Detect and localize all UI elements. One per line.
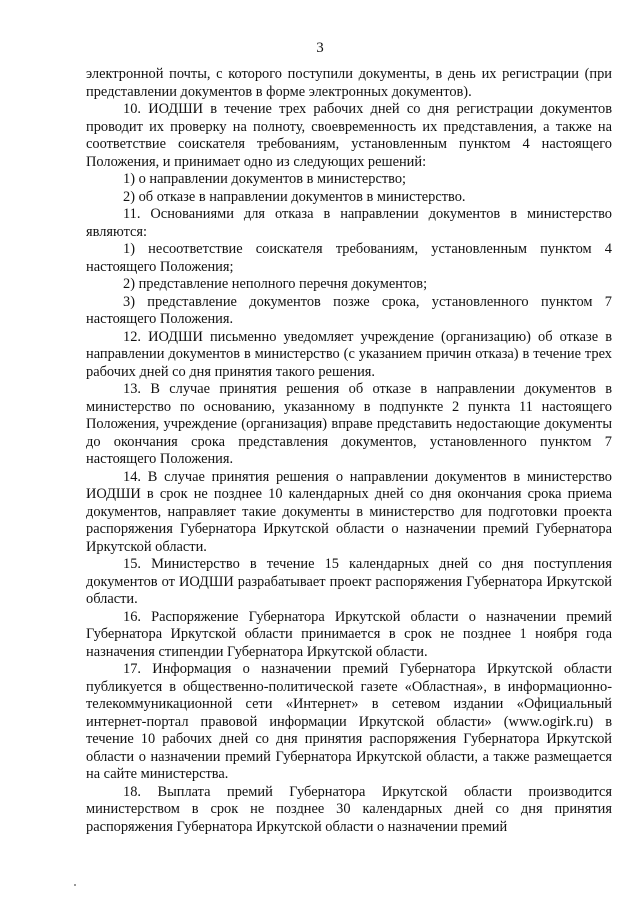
paragraph-11-item-2: 2) представление неполного перечня документов;: [123, 276, 428, 292]
paragraph-10: 10. ИОДШИ в течение трех рабочих дней со дня регистрации документов проводит их проверку на полноту, своевременность их представления, а также на соответствие соискателя требованиям, установленным пунктом 4 настоящего Положения, и принимает одно из следующих решений:: [86, 101, 612, 170]
paragraph-14: 14. В случае принятия решения о направлении документов в министерство ИОДШИ в срок не позднее 10 календарных дней со дня окончания срока приема документов, направляет такие документы в министерство для подготовки проекта распоряжения Губернатора Иркутской области о назначении премий Губернатора Иркутской области.: [86, 468, 612, 555]
paragraph-18: 18. Выплата премий Губернатора Иркутской области производится министерством в срок не позднее 30 календарных дней со дня принятия распоряжения Губернатора Иркутской области о назначении премий: [86, 783, 612, 835]
paragraph-16: 16. Распоряжение Губернатора Иркутской области о назначении премий Губернатора Иркутской области принимается в срок не позднее 1 ноября года назначения стипендии Губернатора Иркутской области.: [86, 608, 612, 660]
paragraph-11: 11. Основаниями для отказа в направлении документов в министерство являются:: [86, 206, 612, 240]
paragraph-10-item-2: 2) об отказе в направлении документов в министерство.: [123, 188, 466, 205]
document-body: [86, 66, 612, 836]
paragraph-13: 13. В случае принятия решения об отказе в направлении документов в министерство по основанию, указанному в подпункте 2 пункта 11 настоящего Положения, учреждение (организация) вправе представить недостающие документы до окончания срока представления документов, установленного пунктом 7 настоящего Положения.: [86, 381, 612, 467]
page-number: 3: [316, 40, 324, 56]
paragraph-12: 12. ИОДШИ письменно уведомляет учреждение (организацию) об отказе в направлении документов в министерство (с указанием причин отказа) в течение трех рабочих дней со дня принятия такого решения.: [86, 328, 612, 380]
paragraph-17: 17. Информация о назначении премий Губернатора Иркутской области публикуется в общественно-политической газете «Областная», в информационно-телекоммуникационной сети «Интернет» в сетевом издании «Официальный интернет-портал правовой информации Иркутской области» (www.ogirk.ru) в течение 10 рабочих дней со дня принятия распоряжения Губернатора Иркутской области о назначении премий Губернатора Иркутской области, а также размещается на сайте министерства.: [86, 661, 612, 782]
paragraph-continuation: электронной почты, с которого поступили документы, в день их регистрации (при представлении документов в форме электронных документов).: [86, 66, 612, 100]
paragraph-11-item-3: 3) представление документов позже срока, установленного пунктом 7 настоящего Положения.: [86, 293, 612, 327]
paragraph-11-item-1: 1) несоответствие соискателя требованиям, установленным пунктом 4 настоящего Положения;: [86, 241, 612, 275]
scan-speck: [74, 884, 76, 886]
paragraph-15: 15. Министерство в течение 15 календарных дней со дня поступления документов от ИОДШИ разрабатывает проект распоряжения Губернатора Иркутской области.: [86, 556, 612, 607]
paragraph-10-item-1: 1) о направлении документов в министерство;: [123, 171, 407, 187]
